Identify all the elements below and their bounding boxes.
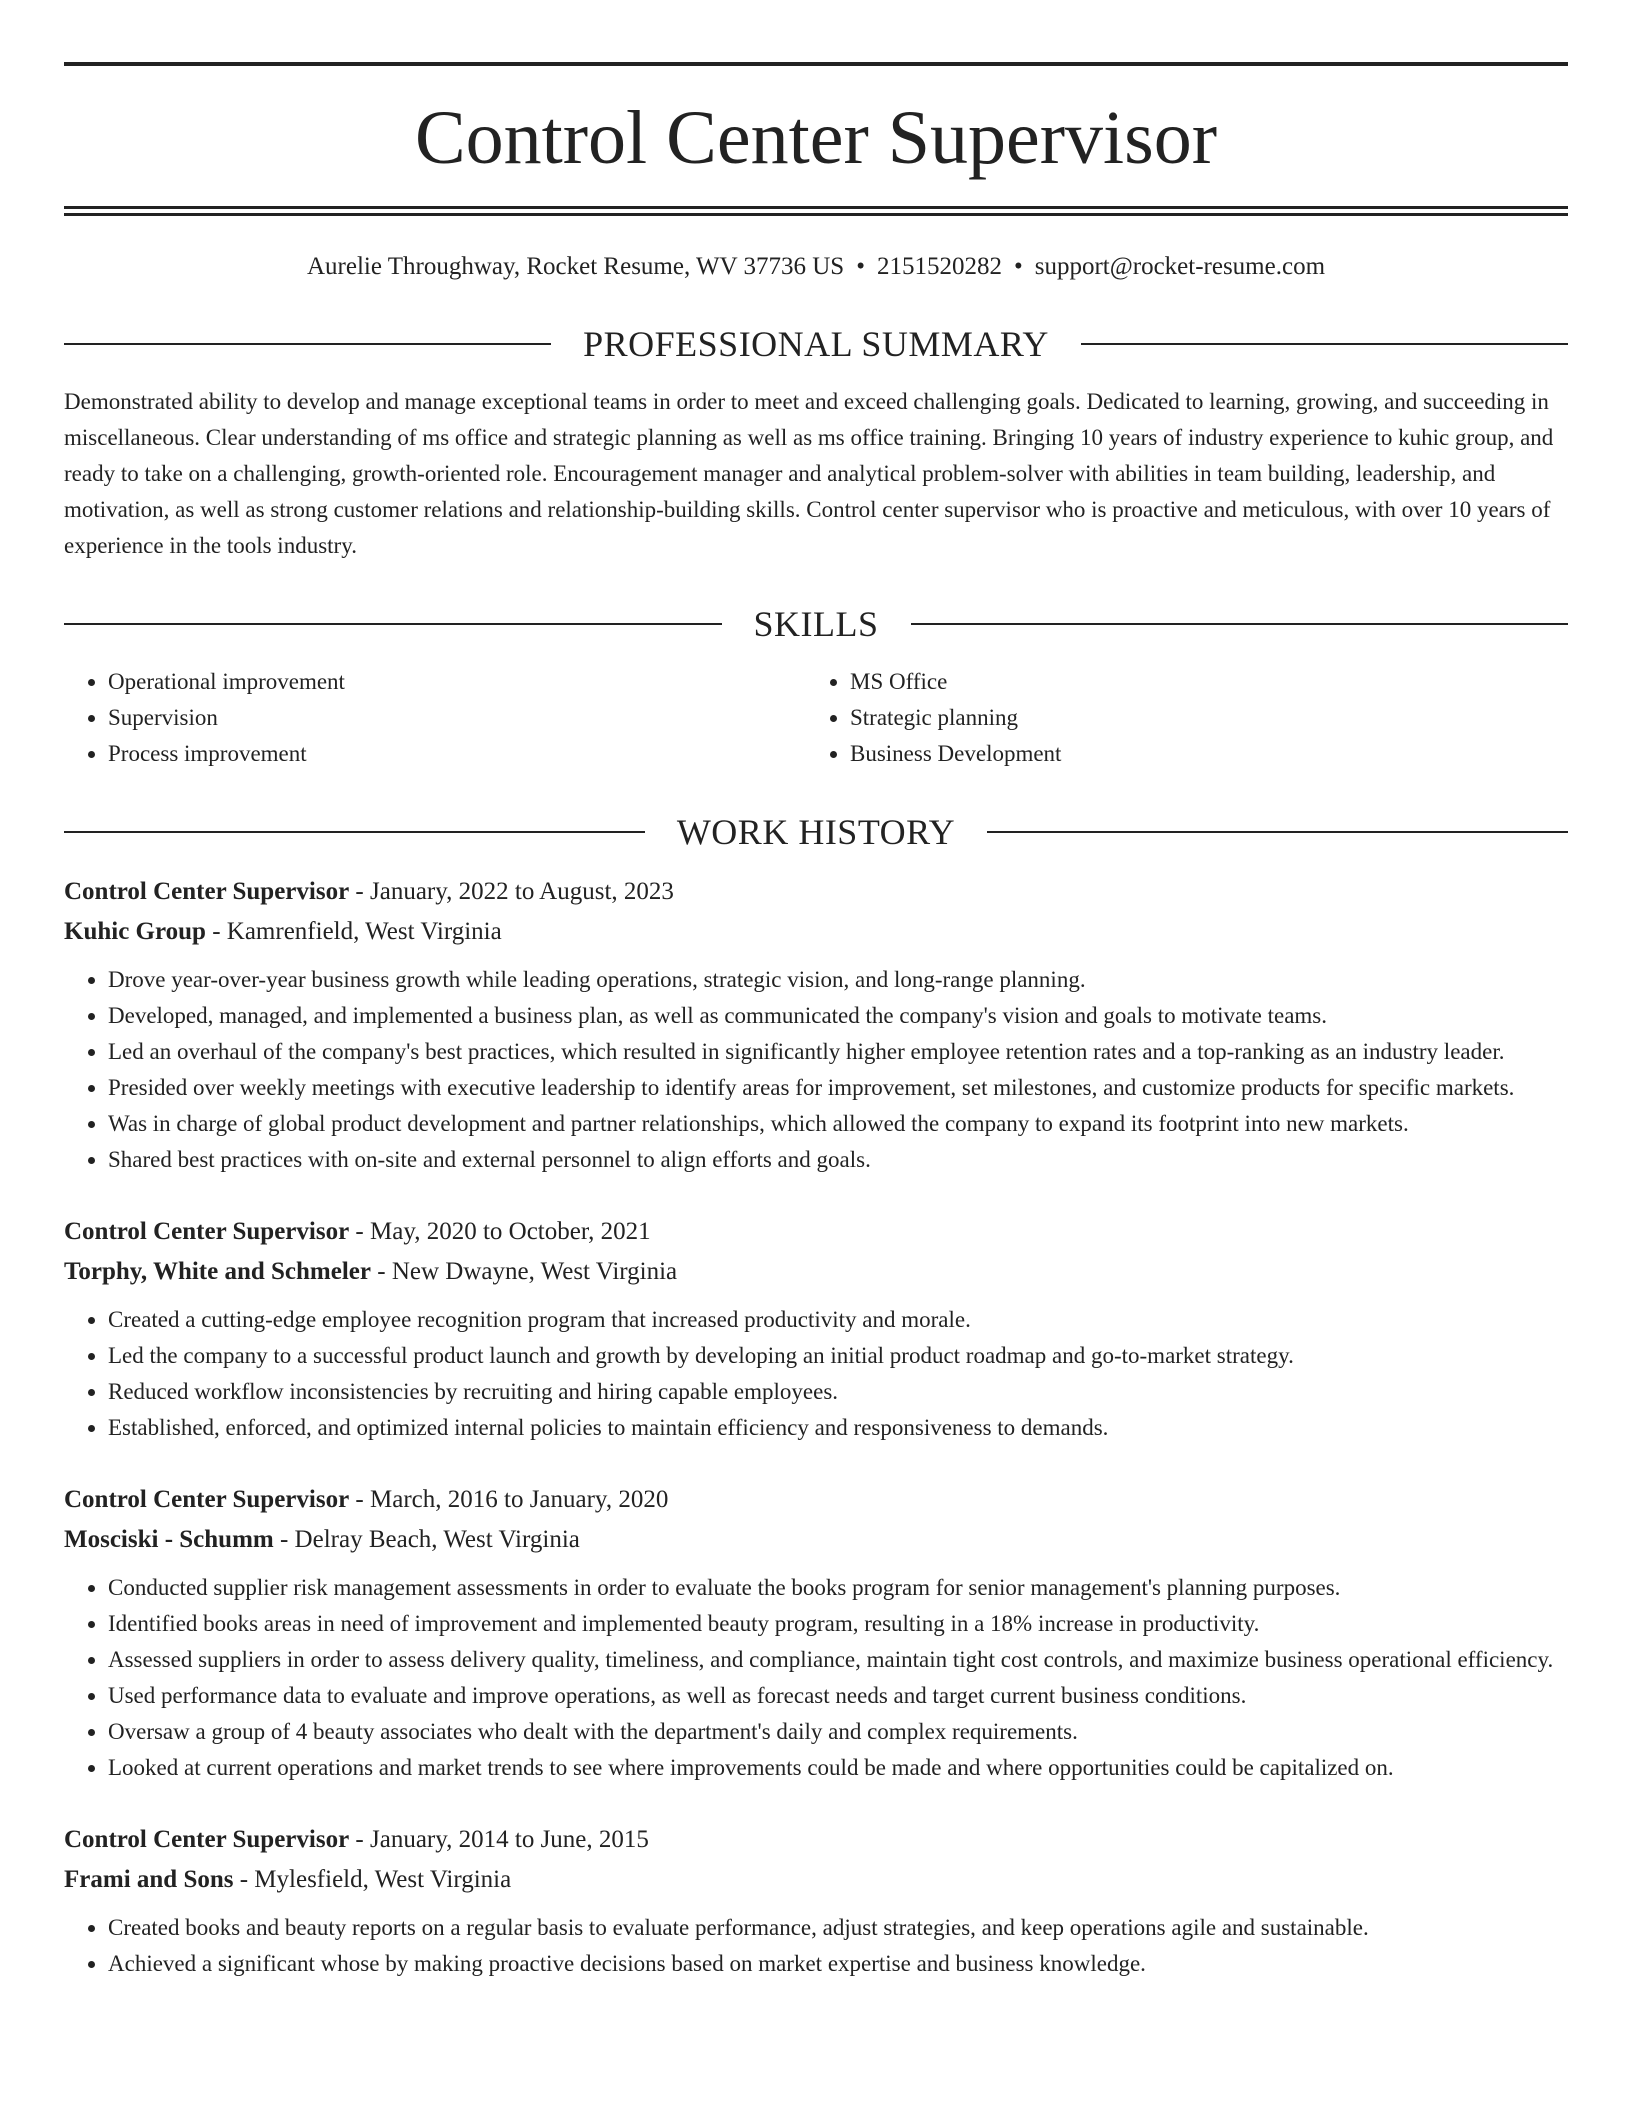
job-title-line [64, 1212, 1568, 1252]
job-location: - Kamrenfield, West Virginia [205, 918, 502, 945]
skill-item: • Operational improvement [108, 664, 806, 700]
job-title: Control Center Supervisor [64, 878, 350, 905]
section-rule [64, 623, 722, 625]
resume-name: Control Center Supervisor [414, 96, 1218, 180]
section-header-skills [64, 604, 1568, 644]
job-location: - Mylesfield, West Virginia [233, 1866, 512, 1893]
section-rule [64, 831, 645, 833]
job-company: Frami and Sons [64, 1866, 234, 1893]
section-rule [1081, 343, 1568, 345]
job-bullets [64, 1910, 1568, 1982]
top-rule [64, 62, 1568, 66]
job-bullets [64, 1302, 1568, 1446]
job-company-line [64, 1860, 1568, 1900]
section-title-work: WORK HISTORY [676, 812, 956, 852]
job-entry [64, 1480, 1568, 1786]
job-bullets [64, 1570, 1568, 1786]
job-entry [64, 1212, 1568, 1446]
job-bullet: • Reduced workflow inconsistencies by recruiting and hiring capable employees. [108, 1374, 1568, 1410]
contact-separator: • [856, 253, 865, 280]
job-title-line [64, 1820, 1568, 1860]
skills-column-left [64, 664, 806, 772]
job-title: Control Center Supervisor [64, 1486, 350, 1513]
skill-item: • Process improvement [108, 736, 806, 772]
job-location: - New Dwayne, West Virginia [371, 1258, 678, 1285]
job-company-line [64, 912, 1568, 952]
name-double-rule [64, 206, 1568, 216]
contact-phone: 2151520282 [876, 253, 1002, 280]
job-bullet: • Identified books areas in need of improvement and implemented beauty program, resulting in a 18% increase in productivity. [108, 1606, 1568, 1642]
contact-email: support@rocket-resume.com [1034, 253, 1326, 280]
skill-item: • Business Development [850, 736, 1548, 772]
job-bullet: • Developed, managed, and implemented a business plan, as well as communicated the company's vision and goals to motivate teams. [108, 998, 1568, 1034]
skill-item: • MS Office [850, 664, 1548, 700]
contact-address: Aurelie Throughway, Rocket Resume, WV 37736 US [306, 253, 845, 280]
section-title-summary: PROFESSIONAL SUMMARY [583, 324, 1049, 364]
job-company: Mosciski - Schumm [64, 1526, 274, 1553]
contact-separator: • [1013, 253, 1023, 280]
job-bullet: • Conducted supplier risk management assessments in order to evaluate the books program for senior management's planning purposes. [108, 1570, 1568, 1606]
section-rule [911, 623, 1569, 625]
section-title-skills: SKILLS [753, 604, 879, 644]
job-title-line [64, 872, 1568, 912]
skill-item: • Strategic planning [850, 700, 1548, 736]
job-bullet: • Achieved a significant whose by making proactive decisions based on market expertise and business knowledge. [108, 1946, 1568, 1982]
resume-page [64, 0, 1568, 1982]
section-header-summary [64, 324, 1568, 364]
job-bullet: • Used performance data to evaluate and improve operations, as well as forecast needs and target current business conditions. [108, 1678, 1568, 1714]
job-dates: - January, 2014 to June, 2015 [349, 1826, 649, 1853]
job-entry [64, 872, 1568, 1178]
job-company-line [64, 1252, 1568, 1292]
section-rule [987, 831, 1568, 833]
job-entry [64, 1820, 1568, 1982]
job-bullet: • Drove year-over-year business growth while leading operations, strategic vision, and long-range planning. [108, 962, 1568, 998]
contact-line [64, 250, 1568, 284]
job-bullet: • Was in charge of global product development and partner relationships, which allowed the company to expand its footprint into new markets. [108, 1106, 1568, 1142]
job-bullets [64, 962, 1568, 1178]
job-bullet: • Assessed suppliers in order to assess delivery quality, timeliness, and compliance, maintain tight cost controls, and maximize business operational efficiency. [108, 1642, 1568, 1678]
job-bullet: • Created a cutting-edge employee recognition program that increased productivity and morale. [108, 1302, 1568, 1338]
summary-paragraph: Demonstrated ability to develop and manage exceptional teams in order to meet and exceed challenging goals. Dedicated to learning, growing, and succeeding in miscellaneous. Clear understanding of ms office and strategic planning as well as ms office training. Bringing 10 years of industry experience to kuhic group, and ready to take on a challenging, growth-oriented role. Encouragement manager and analytical problem-solver with abilities in team building, leadership, and motivation, as well as strong customer relations and relationship-building skills. Control center supervisor who is proactive and meticulous, with over 10 years of experience in the tools industry. [64, 389, 1554, 558]
skills-list [64, 664, 1568, 772]
job-title: Control Center Supervisor [64, 1218, 350, 1245]
job-dates: - March, 2016 to January, 2020 [349, 1486, 669, 1513]
section-rule [64, 343, 551, 345]
job-title: Control Center Supervisor [64, 1826, 350, 1853]
job-dates: - May, 2020 to October, 2021 [349, 1218, 651, 1245]
job-title-line [64, 1480, 1568, 1520]
job-bullet: • Established, enforced, and optimized internal policies to maintain efficiency and responsiveness to demands. [108, 1410, 1568, 1446]
skill-item: • Supervision [108, 700, 806, 736]
job-bullet: • Created books and beauty reports on a regular basis to evaluate performance, adjust strategies, and keep operations agile and sustainable. [108, 1910, 1568, 1946]
skills-column-right [806, 664, 1548, 772]
job-bullet: • Oversaw a group of 4 beauty associates who dealt with the department's daily and complex requirements. [108, 1714, 1568, 1750]
job-company: Kuhic Group [64, 918, 206, 945]
job-dates: - January, 2022 to August, 2023 [349, 878, 674, 905]
job-bullet: • Presided over weekly meetings with executive leadership to identify areas for improvement, set milestones, and customize products for specific markets. [108, 1070, 1568, 1106]
job-bullet: • Led the company to a successful product launch and growth by developing an initial product roadmap and go-to-market strategy. [108, 1338, 1568, 1374]
job-company-line [64, 1520, 1568, 1560]
job-bullet: • Shared best practices with on-site and external personnel to align efforts and goals. [108, 1142, 1568, 1178]
job-bullet: • Led an overhaul of the company's best practices, which resulted in significantly higher employee retention rates and a top-ranking as an industry leader. [108, 1034, 1568, 1070]
job-location: - Delray Beach, West Virginia [273, 1526, 580, 1553]
job-company: Torphy, White and Schmeler [64, 1258, 371, 1285]
section-header-work [64, 812, 1568, 852]
job-bullet: • Looked at current operations and market trends to see where improvements could be made and where opportunities could be capitalized on. [108, 1750, 1568, 1786]
